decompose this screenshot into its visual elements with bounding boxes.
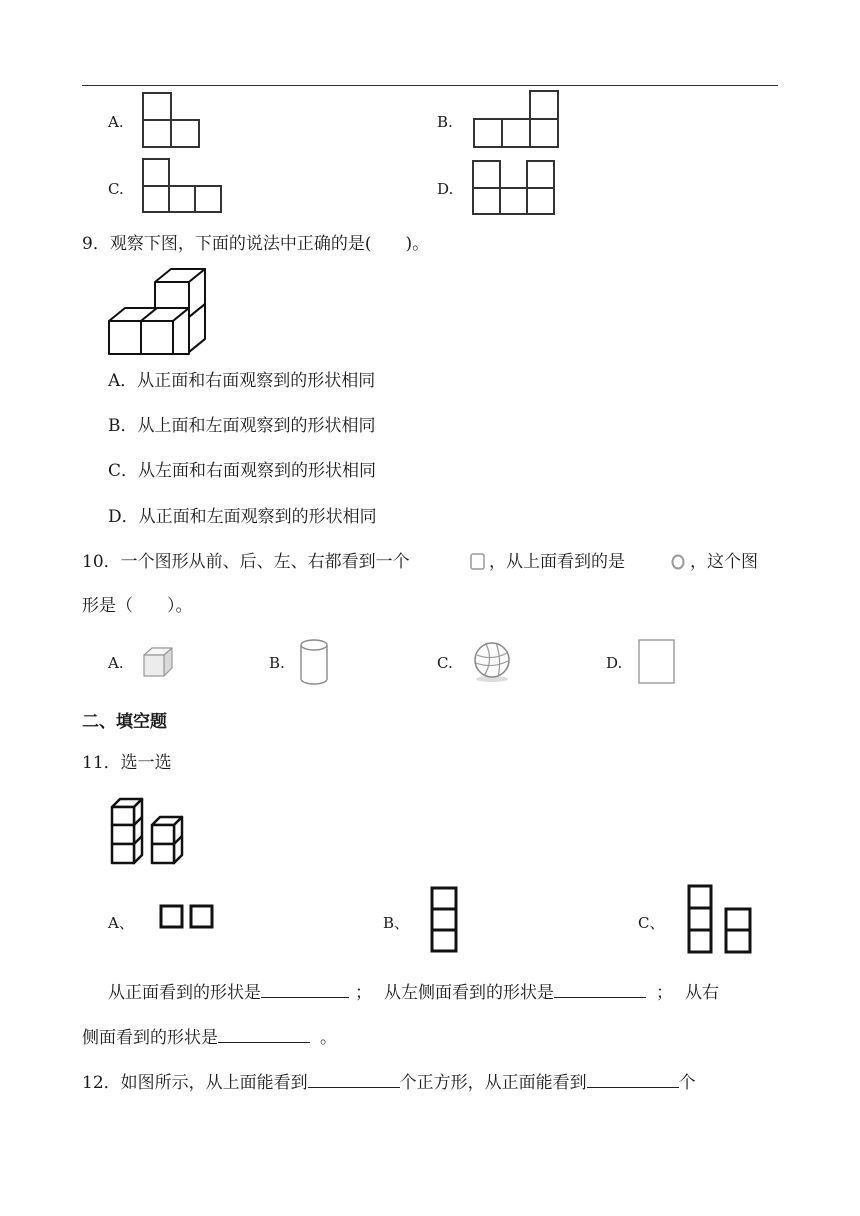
q11-left-view-text: 从左侧面看到的形状是 (384, 983, 554, 1003)
q8-option-d-label[interactable]: D. (437, 180, 454, 198)
q9-cube-figure (107, 267, 211, 357)
q11-line2 (82, 1024, 337, 1050)
q8-option-d-figure[interactable] (472, 159, 558, 217)
q11-right-view-text-end: 侧面看到的形状是 (82, 1028, 218, 1048)
q11-separator-2: ； (656, 983, 673, 1003)
q12-part2: 个正方形，从正面能看到 (399, 1073, 587, 1093)
top-rule (82, 85, 778, 86)
q11-option-a-figure[interactable] (158, 903, 218, 931)
q12-top-view-blank[interactable] (308, 1069, 400, 1088)
q11-stem: 11．选一选 (82, 753, 172, 773)
q8-option-b-figure[interactable] (473, 89, 561, 149)
q10-option-d-label[interactable]: D. (606, 654, 623, 672)
q8-option-a-label[interactable]: A. (108, 113, 124, 131)
q11-option-c-figure[interactable] (685, 882, 761, 958)
q9-stem: 9．观察下图，下面的说法中正确的是( )。 (82, 234, 430, 254)
q10-option-c-label[interactable]: C. (437, 654, 453, 672)
q10-stem-part3: ，这个图 (690, 552, 758, 572)
q8-option-a-figure[interactable] (142, 92, 202, 148)
q12-stem (82, 1069, 696, 1095)
q12-front-view-blank[interactable] (587, 1069, 679, 1088)
square-icon (470, 553, 486, 571)
q11-left-view-blank[interactable] (554, 979, 646, 998)
section-title: 二、填空题 (82, 712, 167, 732)
q11-option-c-label[interactable]: C、 (638, 914, 665, 932)
q11-separator-1: ； (355, 983, 372, 1003)
q9-option-d[interactable]: D．从正面和左面观察到的形状相同 (108, 507, 377, 527)
cylinder-icon[interactable] (298, 636, 332, 688)
q10-option-a-label[interactable]: A. (108, 654, 124, 672)
q10-stem-part1: 10．一个图形从前、后、左、右都看到一个 (82, 552, 410, 572)
q11-front-view-blank[interactable] (261, 979, 349, 998)
q10-stem-line2: 形是（ ）。 (82, 596, 193, 616)
q11-front-view-text: 从正面看到的形状是 (108, 983, 261, 1003)
q11-option-b-figure[interactable] (428, 884, 462, 958)
q11-cube-stacks (108, 793, 188, 867)
q9-option-a[interactable]: A．从正面和右面观察到的形状相同 (108, 371, 376, 391)
q8-option-c-figure[interactable] (142, 157, 226, 215)
q8-option-c-label[interactable]: C. (108, 180, 124, 198)
q11-period: 。 (320, 1028, 337, 1048)
circle-icon (670, 554, 686, 570)
q10-stem-part2: ，从上面看到的是 (489, 552, 625, 572)
q9-option-c[interactable]: C．从左面和右面观察到的形状相同 (108, 461, 377, 481)
q8-option-b-label[interactable]: B. (437, 113, 453, 131)
rectangle-icon[interactable] (638, 639, 676, 685)
q11-right-view-text-start: 从右 (685, 983, 719, 1003)
q11-right-view-blank[interactable] (218, 1024, 310, 1043)
q11-option-a-label[interactable]: A、 (108, 914, 134, 932)
q9-option-b[interactable]: B．从上面和左面观察到的形状相同 (108, 416, 376, 436)
q12-part1: 12．如图所示，从上面能看到 (82, 1073, 308, 1093)
q12-part3: 个 (678, 1073, 696, 1093)
q11-option-b-label[interactable]: B、 (383, 914, 410, 932)
q10-option-b-label[interactable]: B. (269, 654, 285, 672)
cube-icon[interactable] (141, 645, 175, 679)
ball-icon[interactable] (472, 641, 512, 683)
q11-line1 (108, 979, 719, 1005)
